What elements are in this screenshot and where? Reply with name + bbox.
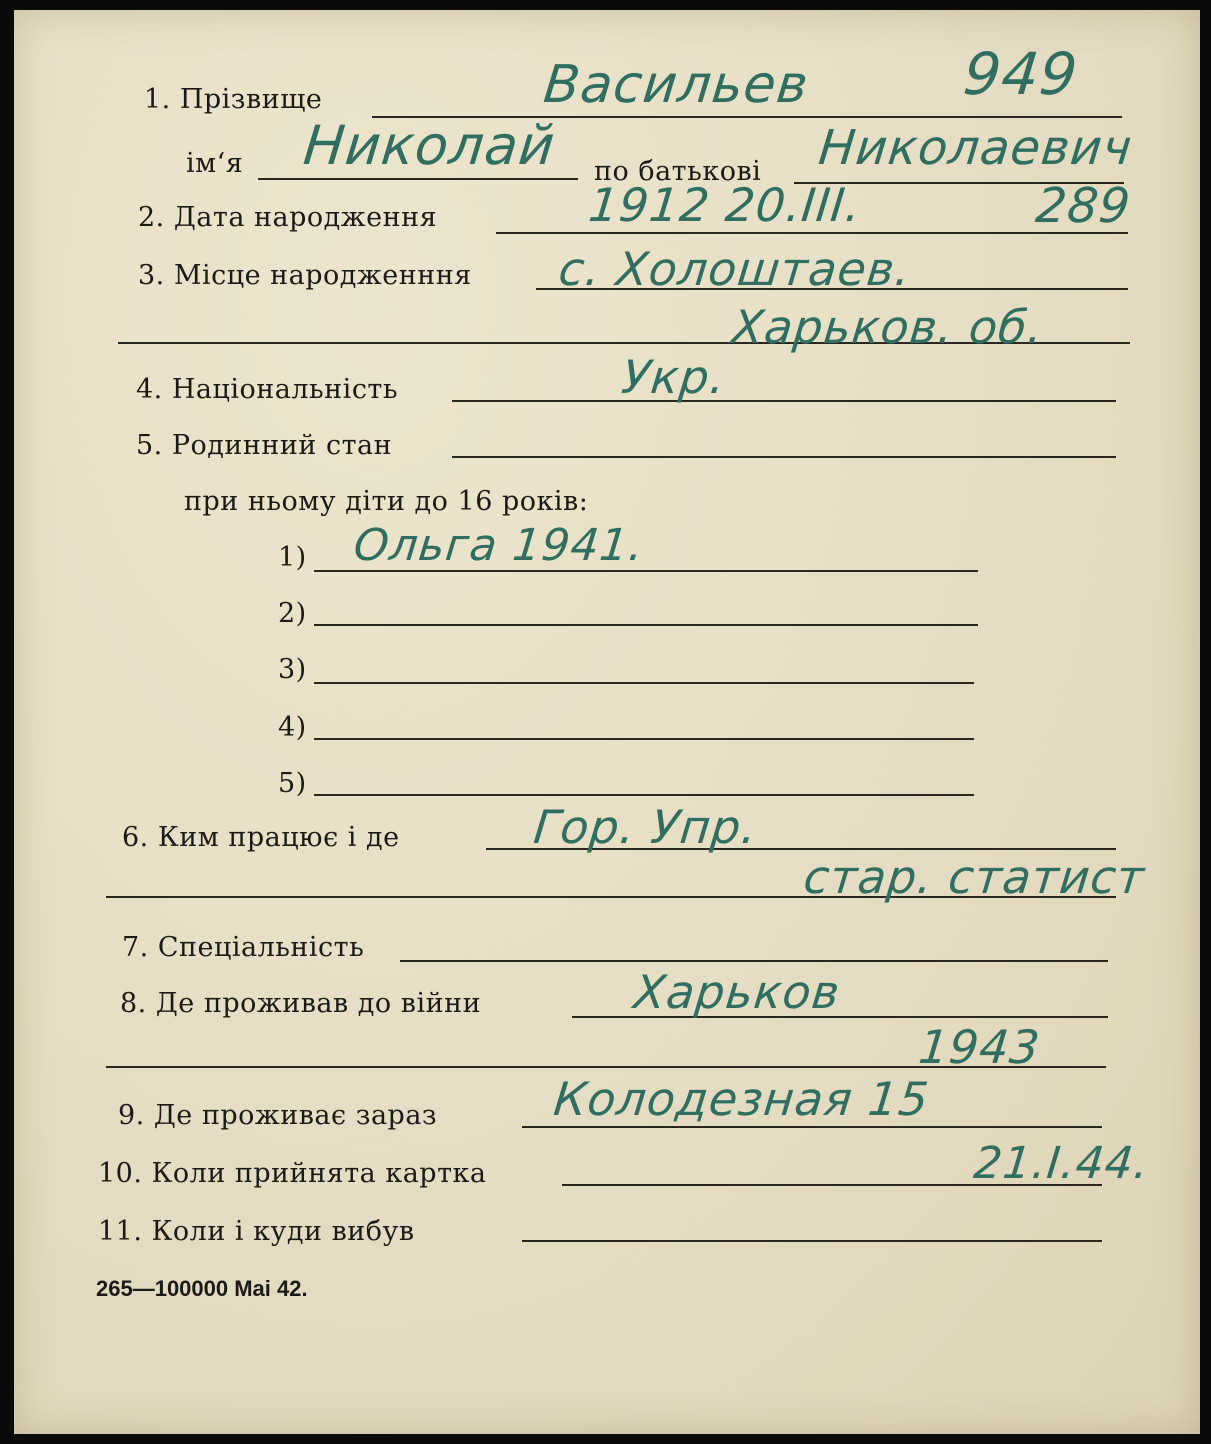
label-surname: 1. Прізвище — [144, 84, 323, 115]
line-child-4 — [314, 738, 974, 740]
label-birth-date: 2. Дата народження — [138, 202, 438, 233]
label-specialty: 7. Спеціальність — [122, 932, 365, 963]
label-current-residence: 9. Де проживає зараз — [118, 1100, 438, 1131]
value-name: Николай — [300, 114, 559, 177]
value-birth-date: 1912 20.III. — [586, 178, 865, 232]
label-marital-status: 5. Родинний стан — [136, 430, 393, 461]
value-current-residence: Колодезная 15 — [551, 1072, 932, 1126]
value-occupation: Гор. Упр. — [531, 800, 760, 854]
label-child-5: 5) — [278, 768, 307, 799]
line-specialty — [400, 960, 1108, 962]
value-occupation-position: стар. статист — [801, 850, 1148, 904]
value-year: 1943 — [916, 1020, 1043, 1074]
line-child-3 — [314, 682, 974, 684]
label-child-3: 3) — [278, 654, 307, 685]
registration-card — [14, 10, 1200, 1434]
label-child-1: 1) — [278, 542, 307, 573]
label-nationality: 4. Національність — [136, 374, 399, 405]
line-name — [258, 178, 578, 180]
label-occupation: 6. Ким працює і де — [122, 822, 400, 853]
label-residence-before-war: 8. Де проживав до війни — [120, 988, 482, 1019]
value-card-accepted: 21.I.44. — [971, 1138, 1152, 1189]
label-patronymic: по батькові — [594, 156, 762, 187]
value-nationality: Укр. — [619, 350, 729, 404]
label-card-accepted: 10. Коли прийнята картка — [98, 1158, 487, 1189]
line-child-5 — [314, 794, 974, 796]
value-child-1: Ольга 1941. — [351, 520, 647, 571]
line-child-2 — [314, 624, 978, 626]
line-departure — [522, 1240, 1102, 1242]
label-child-4: 4) — [278, 712, 307, 743]
label-departure: 11. Коли і куди вибув — [98, 1216, 415, 1247]
value-number-top: 949 — [960, 40, 1082, 108]
print-code: 265—100000 Mai 42. — [96, 1276, 308, 1301]
label-children: при ньому діти до 16 років: — [184, 486, 589, 517]
value-birth-place: с. Холоштаев. — [556, 242, 914, 296]
label-child-2: 2) — [278, 598, 307, 629]
line-current-residence — [522, 1126, 1102, 1128]
value-surname: Васильев — [540, 55, 812, 115]
value-birth-place-region: Харьков. об. — [729, 300, 1047, 354]
value-residence-before-war: Харьков — [631, 965, 843, 1019]
value-birth-number: 289 — [1033, 178, 1134, 234]
line-nationality — [452, 400, 1116, 402]
label-name: ім‘я — [186, 148, 244, 179]
value-patronymic: Николаевич — [816, 120, 1136, 176]
label-birth-place: 3. Місце народженння — [138, 260, 472, 291]
line-marital-status — [452, 456, 1116, 458]
